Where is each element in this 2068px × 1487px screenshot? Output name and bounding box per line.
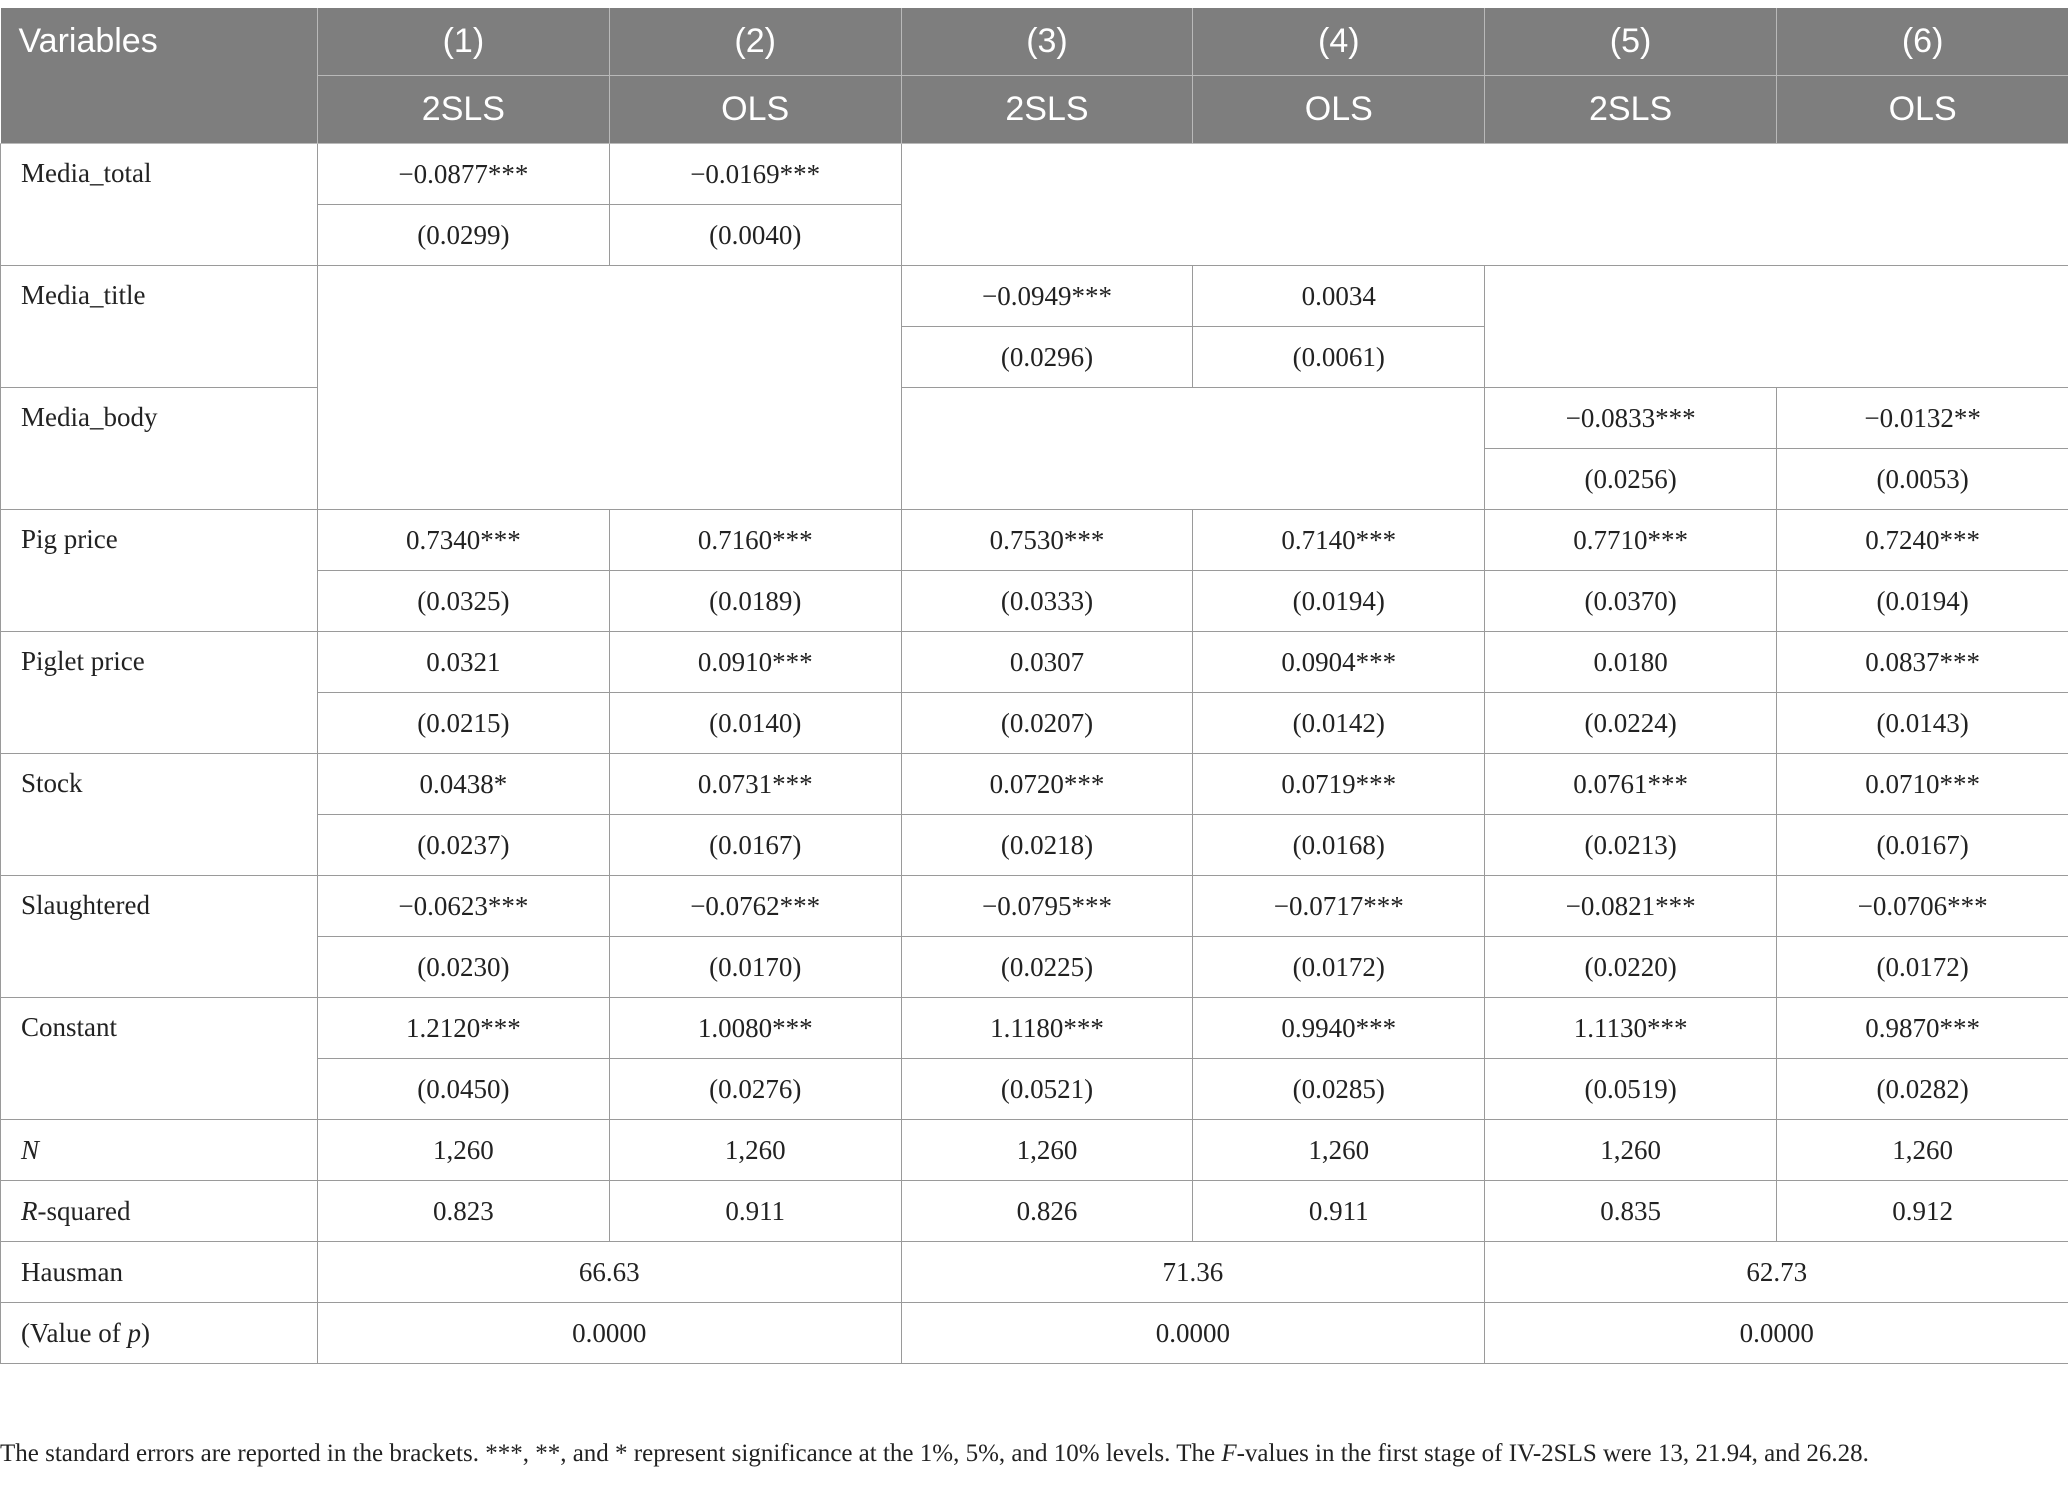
header-col-1: (1)	[318, 8, 610, 76]
header-col-3: (3)	[901, 8, 1193, 76]
cell-se: (0.0194)	[1776, 571, 2068, 632]
row-label-n-text: N	[21, 1134, 40, 1165]
cell-value: 0.0000	[318, 1303, 902, 1364]
header-col-2: (2)	[609, 8, 901, 76]
cell-value: 1,260	[609, 1120, 901, 1181]
cell-value: 0.823	[318, 1181, 610, 1242]
cell-coef: −0.0762***	[609, 876, 901, 937]
cell-value: 0.835	[1485, 1181, 1777, 1242]
header-method-6: OLS	[1776, 76, 2068, 144]
cell-se: (0.0276)	[609, 1059, 901, 1120]
cell-coef: 0.0910***	[609, 632, 901, 693]
table-row	[1, 876, 2068, 937]
header-row-numbers	[1, 8, 2068, 76]
cell-coef: −0.0706***	[1776, 876, 2068, 937]
cell-coef: 1.1180***	[901, 998, 1193, 1059]
cell-se: (0.0140)	[609, 693, 901, 754]
cell-se: (0.0333)	[901, 571, 1193, 632]
cell-se: (0.0215)	[318, 693, 610, 754]
header-method-5: 2SLS	[1485, 76, 1777, 144]
row-label-hausman: Hausman	[1, 1242, 318, 1303]
empty-cell	[901, 388, 1485, 510]
cell-coef: 0.0034	[1193, 266, 1485, 327]
cell-coef: −0.0821***	[1485, 876, 1777, 937]
empty-cell	[318, 266, 902, 510]
cell-se: (0.0053)	[1776, 449, 2068, 510]
table-row	[1, 1181, 2068, 1242]
cell-se: (0.0170)	[609, 937, 901, 998]
cell-se: (0.0167)	[1776, 815, 2068, 876]
cell-coef: 0.0761***	[1485, 754, 1777, 815]
cell-coef: 1.1130***	[1485, 998, 1777, 1059]
cell-coef: 0.9940***	[1193, 998, 1485, 1059]
table-row	[1, 1303, 2068, 1364]
cell-se: (0.0230)	[318, 937, 610, 998]
cell-se: (0.0061)	[1193, 327, 1485, 388]
cell-se: (0.0285)	[1193, 1059, 1485, 1120]
cell-coef: 1.2120***	[318, 998, 610, 1059]
cell-coef: 0.0307	[901, 632, 1193, 693]
cell-se: (0.0167)	[609, 815, 901, 876]
p-label-post: )	[140, 1317, 150, 1348]
cell-se: (0.0172)	[1193, 937, 1485, 998]
footnote-italic-f: F	[1221, 1440, 1237, 1467]
cell-coef: −0.0132**	[1776, 388, 2068, 449]
cell-value: 0.826	[901, 1181, 1193, 1242]
row-label-piglet-price: Piglet price	[1, 632, 318, 754]
cell-coef: −0.0833***	[1485, 388, 1777, 449]
cell-coef: 0.0710***	[1776, 754, 2068, 815]
cell-coef: 0.7240***	[1776, 510, 2068, 571]
p-italic: p	[127, 1317, 141, 1348]
cell-coef: 0.0904***	[1193, 632, 1485, 693]
table-row	[1, 632, 2068, 693]
footnote-part1: The standard errors are reported in the brackets. ***, **, and * represent significance at the 1%, 5%, and 10% levels. The	[0, 1440, 1222, 1467]
cell-se: (0.0237)	[318, 815, 610, 876]
table-body	[1, 144, 2068, 1364]
cell-coef: 0.0731***	[609, 754, 901, 815]
regression-table	[0, 8, 2068, 1364]
cell-value: 0.911	[609, 1181, 901, 1242]
cell-se: (0.0142)	[1193, 693, 1485, 754]
cell-se: (0.0040)	[609, 205, 901, 266]
cell-value: 1,260	[318, 1120, 610, 1181]
cell-se: (0.0519)	[1485, 1059, 1777, 1120]
cell-coef: 0.7160***	[609, 510, 901, 571]
row-label-n	[1, 1120, 318, 1181]
cell-value: 0.911	[1193, 1181, 1485, 1242]
row-label-p-value	[1, 1303, 318, 1364]
cell-se: (0.0207)	[901, 693, 1193, 754]
p-label-pre: (Value of	[21, 1317, 128, 1348]
table-row	[1, 998, 2068, 1059]
cell-coef: −0.0169***	[609, 144, 901, 205]
cell-coef: 0.0719***	[1193, 754, 1485, 815]
cell-se: (0.0521)	[901, 1059, 1193, 1120]
row-label-stock: Stock	[1, 754, 318, 876]
cell-coef: 0.7710***	[1485, 510, 1777, 571]
r-italic: R	[21, 1195, 38, 1226]
cell-coef: 0.0321	[318, 632, 610, 693]
row-label-constant: Constant	[1, 998, 318, 1120]
cell-se: (0.0225)	[901, 937, 1193, 998]
cell-se: (0.0224)	[1485, 693, 1777, 754]
cell-value: 66.63	[318, 1242, 902, 1303]
cell-coef: 0.0438*	[318, 754, 610, 815]
cell-coef: 0.7340***	[318, 510, 610, 571]
cell-se: (0.0168)	[1193, 815, 1485, 876]
cell-coef: 0.0837***	[1776, 632, 2068, 693]
table-footnote	[0, 1440, 1869, 1468]
row-label-media-title: Media_title	[1, 266, 318, 388]
header-method-2: OLS	[609, 76, 901, 144]
cell-se: (0.0220)	[1485, 937, 1777, 998]
cell-coef: −0.0623***	[318, 876, 610, 937]
cell-se: (0.0282)	[1776, 1059, 2068, 1120]
cell-se: (0.0256)	[1485, 449, 1777, 510]
cell-value: 71.36	[901, 1242, 1485, 1303]
regression-table-container	[0, 8, 2068, 1364]
row-label-media-body: Media_body	[1, 388, 318, 510]
row-label-slaughtered: Slaughtered	[1, 876, 318, 998]
header-method-3: 2SLS	[901, 76, 1193, 144]
empty-cell	[1485, 266, 2068, 388]
cell-coef: 1.0080***	[609, 998, 901, 1059]
cell-coef: 0.9870***	[1776, 998, 2068, 1059]
cell-se: (0.0218)	[901, 815, 1193, 876]
cell-value: 1,260	[1776, 1120, 2068, 1181]
cell-coef: −0.0949***	[901, 266, 1193, 327]
cell-se: (0.0299)	[318, 205, 610, 266]
cell-coef: 0.7140***	[1193, 510, 1485, 571]
empty-cell	[901, 144, 2068, 266]
cell-se: (0.0370)	[1485, 571, 1777, 632]
table-row	[1, 388, 2068, 449]
header-variables: Variables	[1, 8, 318, 144]
cell-coef: 0.0180	[1485, 632, 1777, 693]
header-col-4: (4)	[1193, 8, 1485, 76]
cell-value: 62.73	[1485, 1242, 2068, 1303]
r-squared-rest: -squared	[37, 1195, 131, 1226]
table-row	[1, 510, 2068, 571]
cell-value: 0.0000	[1485, 1303, 2068, 1364]
table-row	[1, 144, 2068, 205]
table-row	[1, 1242, 2068, 1303]
cell-se: (0.0213)	[1485, 815, 1777, 876]
cell-value: 1,260	[1193, 1120, 1485, 1181]
header-col-6: (6)	[1776, 8, 2068, 76]
header-method-1: 2SLS	[318, 76, 610, 144]
cell-value: 0.912	[1776, 1181, 2068, 1242]
header-col-5: (5)	[1485, 8, 1777, 76]
row-label-pig-price: Pig price	[1, 510, 318, 632]
cell-se: (0.0172)	[1776, 937, 2068, 998]
cell-se: (0.0189)	[609, 571, 901, 632]
cell-coef: −0.0795***	[901, 876, 1193, 937]
table-header	[1, 8, 2068, 144]
header-method-4: OLS	[1193, 76, 1485, 144]
cell-value: 1,260	[901, 1120, 1193, 1181]
cell-value: 1,260	[1485, 1120, 1777, 1181]
cell-value: 0.0000	[901, 1303, 1485, 1364]
table-row	[1, 754, 2068, 815]
cell-coef: −0.0877***	[318, 144, 610, 205]
cell-se: (0.0296)	[901, 327, 1193, 388]
table-row	[1, 1120, 2068, 1181]
cell-coef: −0.0717***	[1193, 876, 1485, 937]
cell-se: (0.0325)	[318, 571, 610, 632]
row-label-r-squared	[1, 1181, 318, 1242]
footnote-part2: -values in the first stage of IV-2SLS were 13, 21.94, and 26.28.	[1236, 1440, 1869, 1467]
cell-coef: 0.7530***	[901, 510, 1193, 571]
cell-se: (0.0450)	[318, 1059, 610, 1120]
cell-se: (0.0194)	[1193, 571, 1485, 632]
row-label-media-total: Media_total	[1, 144, 318, 266]
table-row	[1, 266, 2068, 327]
cell-coef: 0.0720***	[901, 754, 1193, 815]
cell-se: (0.0143)	[1776, 693, 2068, 754]
